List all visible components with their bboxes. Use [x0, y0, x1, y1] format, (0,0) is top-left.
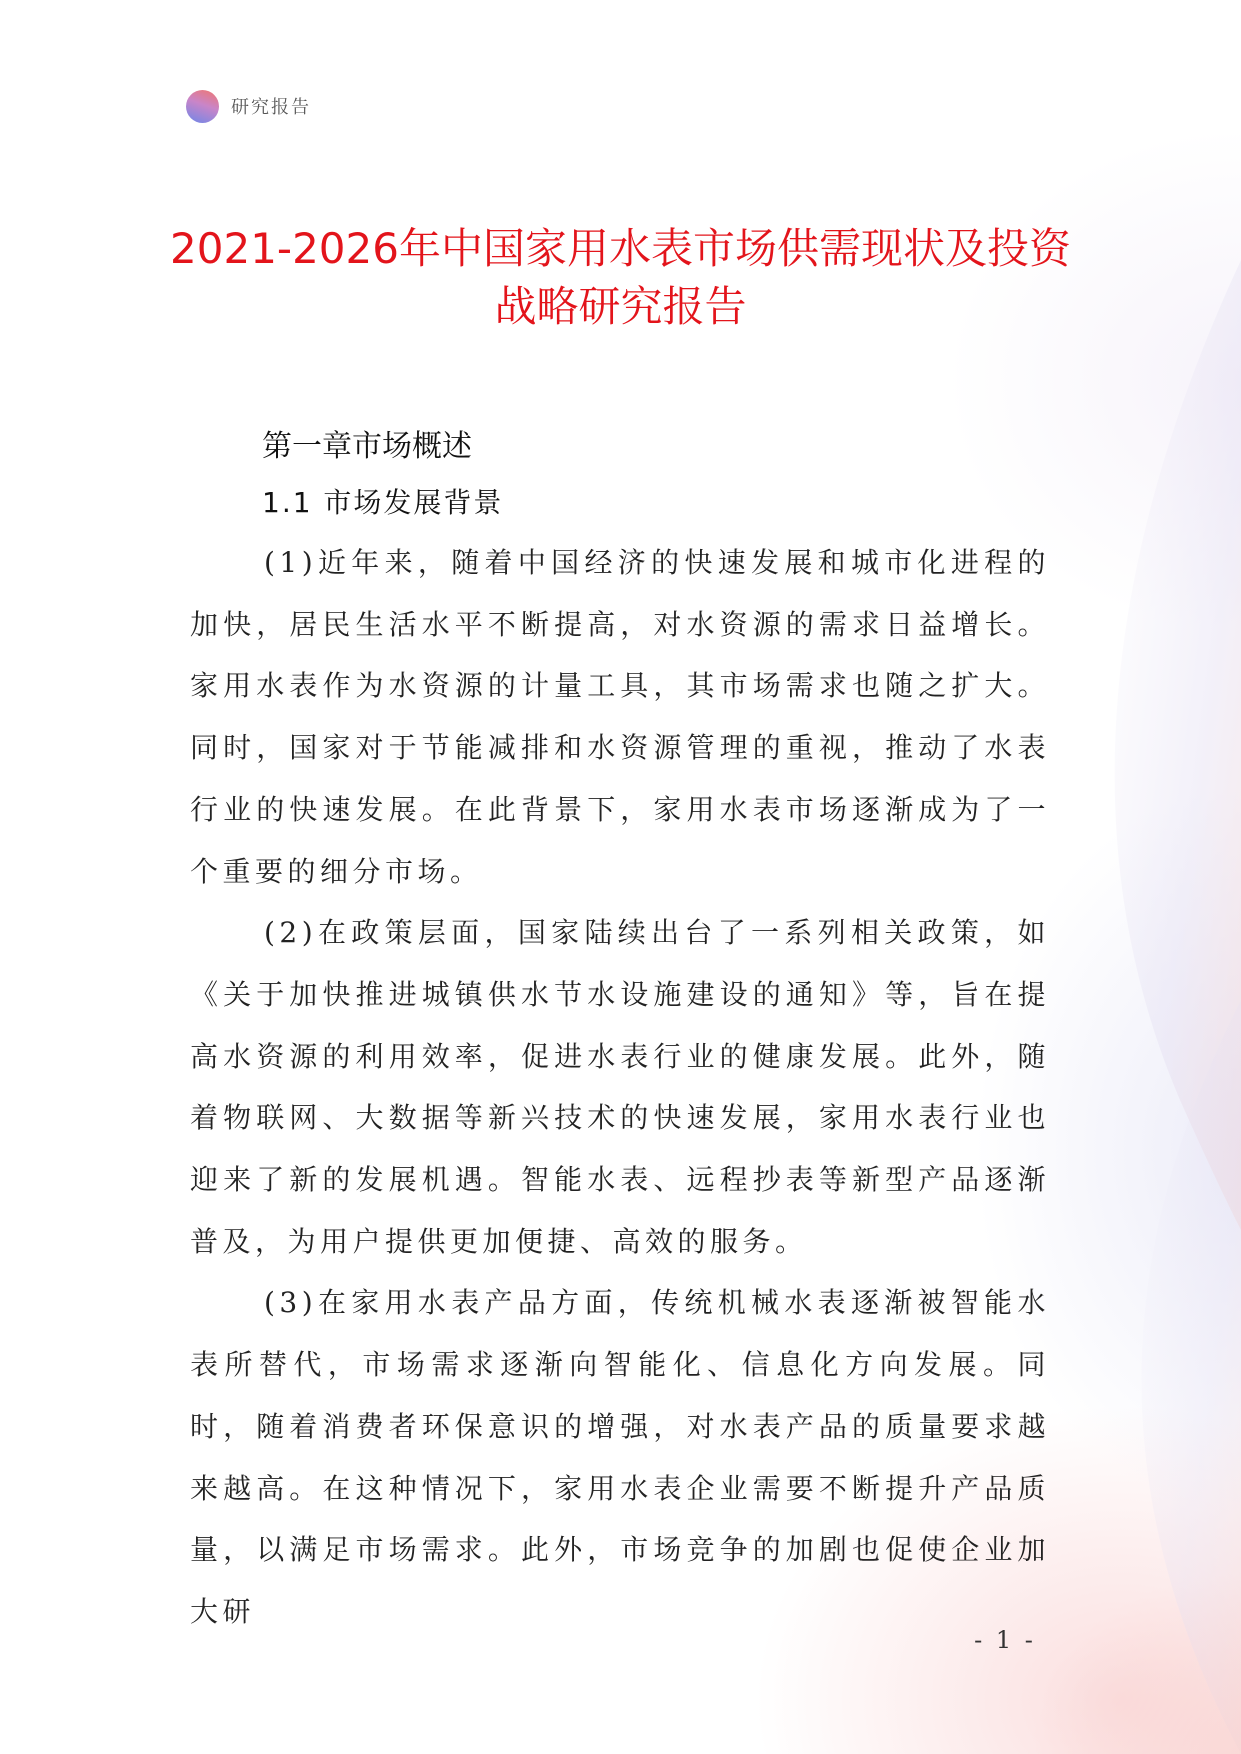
header-label: 研究报告 — [231, 97, 311, 118]
section-heading: 1.1 市场发展背景 — [262, 486, 504, 519]
document-title: 2021-2026年中国家用水表市场供需现状及投资战略研究报告 — [170, 224, 1071, 331]
body-text — [190, 532, 1050, 1643]
page-number: - 1 - — [974, 1626, 1036, 1654]
paragraph: (2)在政策层面，国家陆续出台了一系列相关政策，如《关于加快推进城镇供水节水设施建设的通知》等，旨在提高水资源的利用效率，促进水表行业的健康发展。此外，随着物联网、大数据等新兴技术的快速发展，家用水表行业也迎来了新的发展机遇。智能水表、远程抄表等新型产品逐渐普及，为用户提供更加便捷、高效的服务。 — [190, 916, 1050, 1258]
paragraph: (3)在家用水表产品方面，传统机械水表逐渐被智能水表所替代，市场需求逐渐向智能化、信息化方向发展。同时，随着消费者环保意识的增强，对水表产品的质量要求越来越高。在这种情况下，家用水表企业需要不断提升产品质量，以满足市场需求。此外，市场竞争的加剧也促使企业加大研 — [190, 1286, 1050, 1628]
paragraph: (1)近年来，随着中国经济的快速发展和城市化进程的加快，居民生活水平不断提高，对水资源的需求日益增长。家用水表作为水资源的计量工具，其市场需求也随之扩大。同时，国家对于节能减排和水资源管理的重视，推动了水表行业的快速发展。在此背景下，家用水表市场逐渐成为了一个重要的细分市场。 — [190, 546, 1050, 888]
report-logo-icon — [186, 90, 219, 123]
chapter-heading: 第一章市场概述 — [262, 429, 472, 464]
report-header — [186, 89, 311, 123]
